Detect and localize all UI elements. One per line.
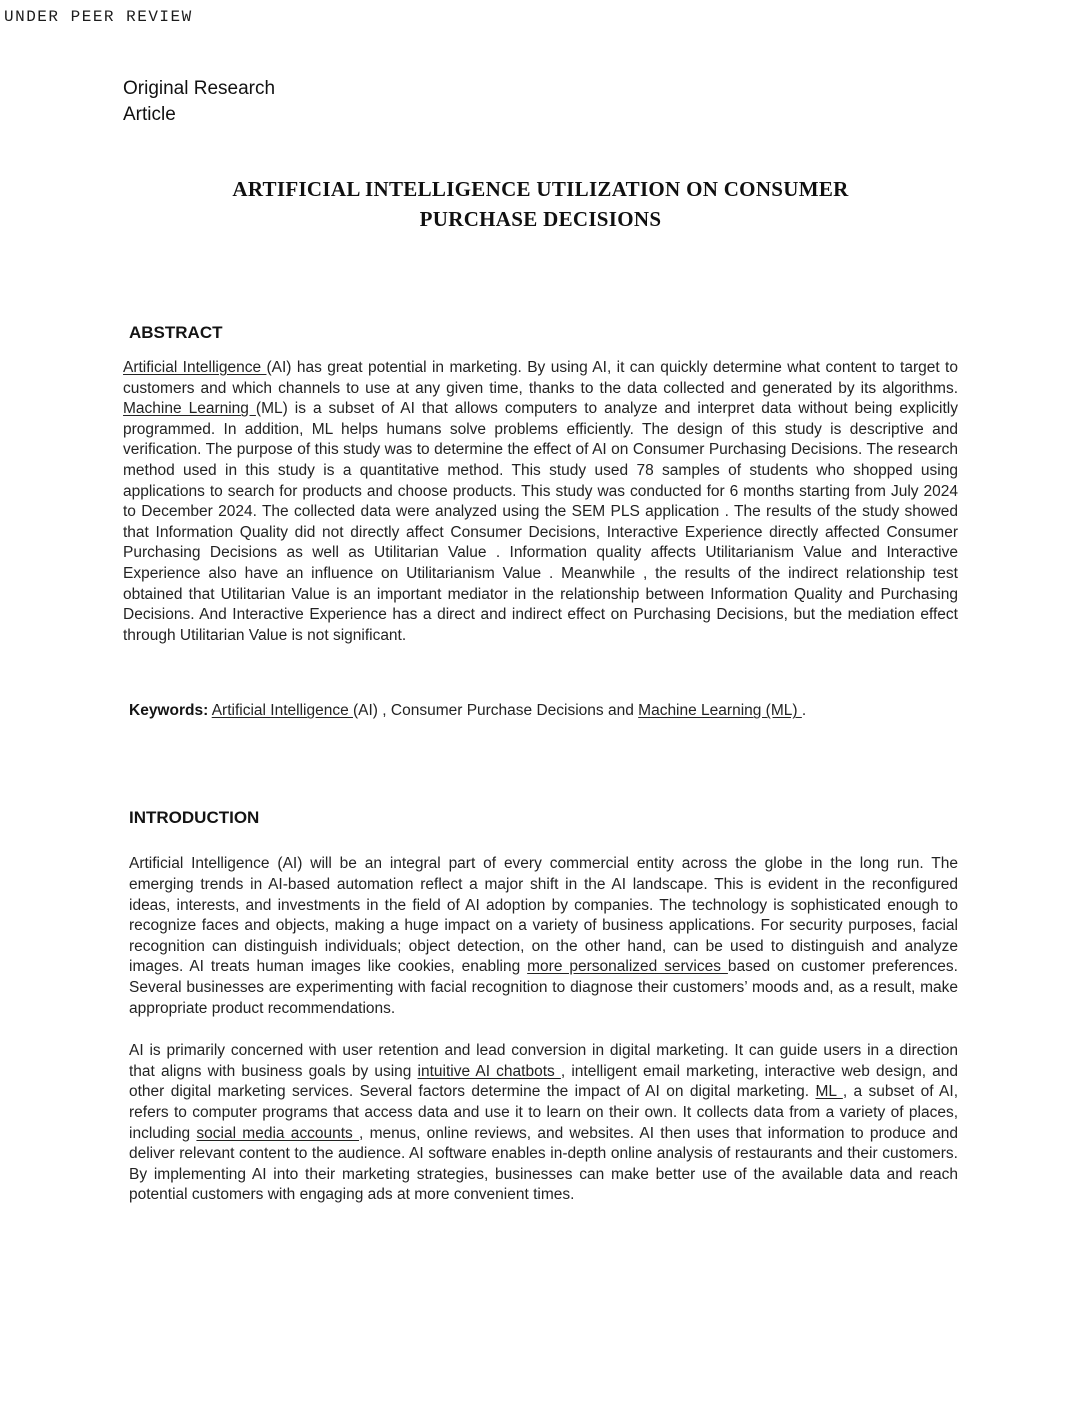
article-type-line-2: Article xyxy=(123,104,176,125)
intro-underlined-term: intuitive AI chatbots xyxy=(417,1062,561,1080)
keywords-label: Keywords: xyxy=(129,702,209,720)
intro-underlined-term: social media accounts xyxy=(196,1124,360,1142)
abstract-underlined-term: Machine Learning xyxy=(123,400,256,418)
paper-title xyxy=(123,174,958,234)
introduction-paragraph-2 xyxy=(129,1041,958,1206)
intro-text-segment: Artificial Intelligence (AI) will be an integral part of every commercial entity across the globe in the long run. The emerging trends in AI-based automation reflect a major shift in the AI landscape. This is evident in the reconfigured ideas, interests, and investments in the field of AI adoption by companies. The technology is sophisticated enough to recognize faces and objects, making a huge impact on a variety of business applications. For security purposes, facial recognition can distinguish individuals; object detection, on the other hand, can be used to distinguish and analyze images. AI treats human images like cookies, enabling xyxy=(129,855,958,976)
paper-title-line-2: PURCHASE DECISIONS xyxy=(419,207,662,231)
intro-underlined-term: ML xyxy=(815,1083,843,1101)
intro-text-segment: AI is primarily concerned with user retention and lead conversion in digital marketing. It can guide users in a direction that aligns with business goals by using xyxy=(129,1042,958,1080)
article-type xyxy=(123,76,958,128)
abstract-text-segment: (ML) is a subset of AI that allows computers to analyze and interpret data without being explicitly programmed. In addition, ML helps humans solve problems efficiently. The design of this study is descriptive and verification. The purpose of this study was to determine the effect of AI on Consumer Purchasing Decisions. The research method used in this study is a quantitative method. This study used 78 samples of students who shopped using applications to search for products and choose products. This study was conducted for 6 months starting from July 2024 to December 2024. The collected data were analyzed using the SEM PLS application . The results of the study showed that Information Quality did not directly affect Consumer Decisions, Interactive Experience directly affected Consumer Purchasing Decisions as well as Utilitarian Value . Information quality affects Utilitarianism Value and Interactive Experience also have an influence on Utilitarianism Value . Meanwhile , the results of the indirect relationship test obtained that Utilitarian Value is an important mediator in the relationship between Information Quality and Purchasing Decisions. And Interactive Experience has a direct and indirect effect on Purchasing Decisions, but the mediation effect through Utilitarian Value is not significant. xyxy=(123,400,958,644)
abstract-underlined-term: Artificial Intelligence xyxy=(123,359,267,377)
introduction-heading: INTRODUCTION xyxy=(129,808,260,828)
abstract-paragraph xyxy=(123,358,958,646)
keyword-text-segment: (AI) , Consumer Purchase Decisions and xyxy=(353,702,639,720)
abstract-heading: ABSTRACT xyxy=(129,323,223,342)
abstract-text-segment: (AI) has great potential in marketing. By using AI, it can quickly determine what content to target to customers and which channels to use at any given time, thanks to the data collected and generated by its algorithms. xyxy=(123,359,958,397)
keyword-underlined-term: Machine Learning (ML) xyxy=(638,702,802,720)
peer-review-watermark: UNDER PEER REVIEW xyxy=(4,8,193,26)
intro-underlined-term: more personalized services xyxy=(527,958,728,976)
intro-text-segment: based on customer preferences. Several businesses are experimenting with facial recognition to diagnose their customers’ moods and, as a result, make appropriate product recommendations. xyxy=(129,958,958,1017)
intro-text-segment: , menus, online reviews, and websites. AI then uses that information to produce and deliver relevant content to the audience. AI software enables in-depth online analysis of restaurants and their customers. By implementing AI into their marketing strategies, businesses can make better use of the available data and reach potential customers with engaging ads at more convenient times. xyxy=(129,1124,958,1204)
keywords-line xyxy=(129,700,958,721)
paper-title-line-1: ARTIFICIAL INTELLIGENCE UTILIZATION ON CONSUMER xyxy=(232,177,849,201)
intro-text-segment: , a subset of AI, refers to computer programs that access data and use it to learn on their own. It collects data from a variety of places, including xyxy=(129,1083,959,1142)
keyword-text-segment: . xyxy=(801,702,807,720)
intro-text-segment: , intelligent email marketing, interactive web design, and other digital marketing services. Several factors determine the impact of AI on digital marketing. xyxy=(129,1062,958,1101)
introduction-paragraph-1 xyxy=(129,854,958,1019)
article-type-line-1: Original Research xyxy=(123,78,276,99)
keyword-underlined-term: Artificial Intelligence xyxy=(211,702,353,720)
